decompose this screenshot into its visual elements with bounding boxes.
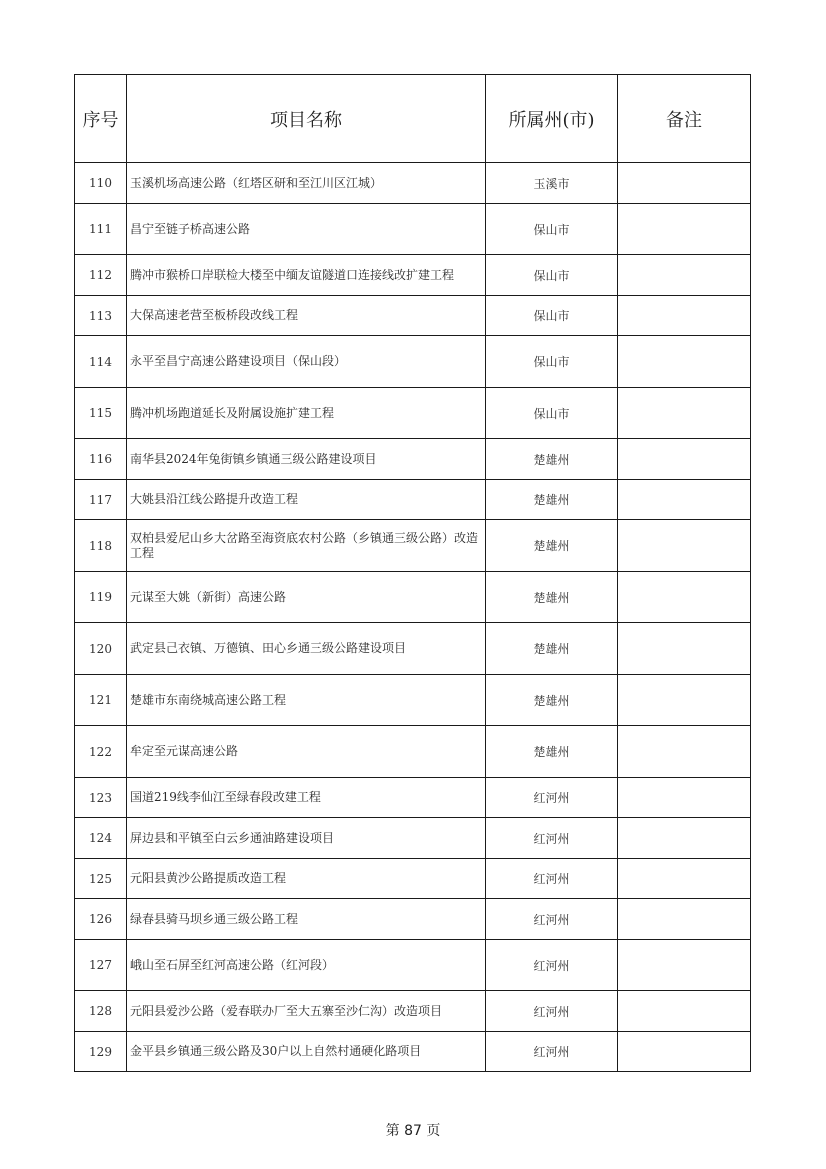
cell-serial-number: 117 [75,480,127,520]
cell-region: 红河州 [486,940,618,991]
cell-note [618,255,751,296]
cell-region: 玉溪市 [486,163,618,204]
table-row [75,336,751,388]
header-row [75,75,751,163]
cell-project-name: 武定县己衣镇、万德镇、田心乡通三级公路建设项目 [127,623,486,675]
cell-region: 楚雄州 [486,623,618,675]
cell-serial-number: 111 [75,204,127,255]
cell-region: 楚雄州 [486,572,618,623]
cell-region: 保山市 [486,388,618,439]
table-row [75,675,751,726]
cell-serial-number: 116 [75,439,127,480]
table-body [75,163,751,1072]
cell-serial-number: 127 [75,940,127,991]
cell-region: 红河州 [486,859,618,899]
cell-serial-number: 123 [75,778,127,818]
table-row [75,439,751,480]
cell-serial-number: 119 [75,572,127,623]
cell-project-name: 南华县2024年兔街镇乡镇通三级公路建设项目 [127,439,486,480]
cell-region: 红河州 [486,899,618,940]
table-row [75,991,751,1032]
header-serial-number: 序号 [75,75,127,163]
table-row [75,859,751,899]
cell-region: 楚雄州 [486,675,618,726]
table-row [75,623,751,675]
cell-note [618,899,751,940]
cell-note [618,520,751,572]
cell-project-name: 元阳县爱沙公路（爱春联办厂至大五寨至沙仁沟）改造项目 [127,991,486,1032]
cell-project-name: 屏边县和平镇至白云乡通油路建设项目 [127,818,486,859]
cell-region: 保山市 [486,336,618,388]
cell-note [618,439,751,480]
table-row [75,388,751,439]
cell-serial-number: 125 [75,859,127,899]
cell-note [618,940,751,991]
table-row [75,899,751,940]
table-row [75,255,751,296]
table-row [75,296,751,336]
cell-project-name: 元谋至大姚（新街）高速公路 [127,572,486,623]
cell-serial-number: 120 [75,623,127,675]
cell-project-name: 双柏县爱尼山乡大岔路至海资底农村公路（乡镇通三级公路）改造工程 [127,520,486,572]
cell-serial-number: 115 [75,388,127,439]
cell-note [618,778,751,818]
cell-project-name: 腾冲市猴桥口岸联检大楼至中缅友谊隧道口连接线改扩建工程 [127,255,486,296]
cell-note [618,859,751,899]
table-row [75,572,751,623]
cell-project-name: 永平至昌宁高速公路建设项目（保山段） [127,336,486,388]
cell-project-name: 昌宁至链子桥高速公路 [127,204,486,255]
cell-note [618,163,751,204]
cell-region: 红河州 [486,991,618,1032]
cell-note [618,336,751,388]
project-table [74,74,751,1072]
cell-serial-number: 129 [75,1032,127,1072]
cell-serial-number: 114 [75,336,127,388]
cell-serial-number: 110 [75,163,127,204]
cell-serial-number: 112 [75,255,127,296]
cell-region: 楚雄州 [486,480,618,520]
cell-note [618,726,751,778]
cell-note [618,675,751,726]
cell-serial-number: 126 [75,899,127,940]
cell-region: 楚雄州 [486,439,618,480]
cell-serial-number: 124 [75,818,127,859]
header-region: 所属州(市) [486,75,618,163]
table-row [75,818,751,859]
cell-note [618,388,751,439]
table-row [75,778,751,818]
cell-region: 楚雄州 [486,520,618,572]
cell-region: 楚雄州 [486,726,618,778]
cell-note [618,572,751,623]
cell-note [618,818,751,859]
cell-region: 红河州 [486,818,618,859]
table-row [75,520,751,572]
header-note: 备注 [618,75,751,163]
cell-project-name: 牟定至元谋高速公路 [127,726,486,778]
table-row [75,940,751,991]
cell-serial-number: 121 [75,675,127,726]
cell-serial-number: 122 [75,726,127,778]
cell-project-name: 绿春县骑马坝乡通三级公路工程 [127,899,486,940]
cell-project-name: 峨山至石屏至红河高速公路（红河段） [127,940,486,991]
cell-project-name: 元阳县黄沙公路提质改造工程 [127,859,486,899]
cell-project-name: 金平县乡镇通三级公路及30户以上自然村通硬化路项目 [127,1032,486,1072]
header-project-name: 项目名称 [127,75,486,163]
cell-project-name: 玉溪机场高速公路（红塔区研和至江川区江城） [127,163,486,204]
table-row [75,480,751,520]
cell-region: 保山市 [486,296,618,336]
cell-region: 红河州 [486,1032,618,1072]
cell-project-name: 腾冲机场跑道延长及附属设施扩建工程 [127,388,486,439]
cell-note [618,623,751,675]
cell-serial-number: 128 [75,991,127,1032]
table-row [75,204,751,255]
cell-project-name: 大姚县沿江线公路提升改造工程 [127,480,486,520]
table-row [75,726,751,778]
cell-project-name: 大保高速老营至板桥段改线工程 [127,296,486,336]
table-row [75,163,751,204]
cell-project-name: 楚雄市东南绕城高速公路工程 [127,675,486,726]
cell-note [618,991,751,1032]
page-number: 第 87 页 [385,1123,441,1139]
cell-note [618,296,751,336]
cell-note [618,1032,751,1072]
cell-note [618,204,751,255]
cell-note [618,480,751,520]
cell-region: 保山市 [486,204,618,255]
table-header [75,75,751,163]
cell-serial-number: 113 [75,296,127,336]
cell-project-name: 国道219线李仙江至绿春段改建工程 [127,778,486,818]
table-row [75,1032,751,1072]
cell-region: 红河州 [486,778,618,818]
cell-serial-number: 118 [75,520,127,572]
cell-region: 保山市 [486,255,618,296]
